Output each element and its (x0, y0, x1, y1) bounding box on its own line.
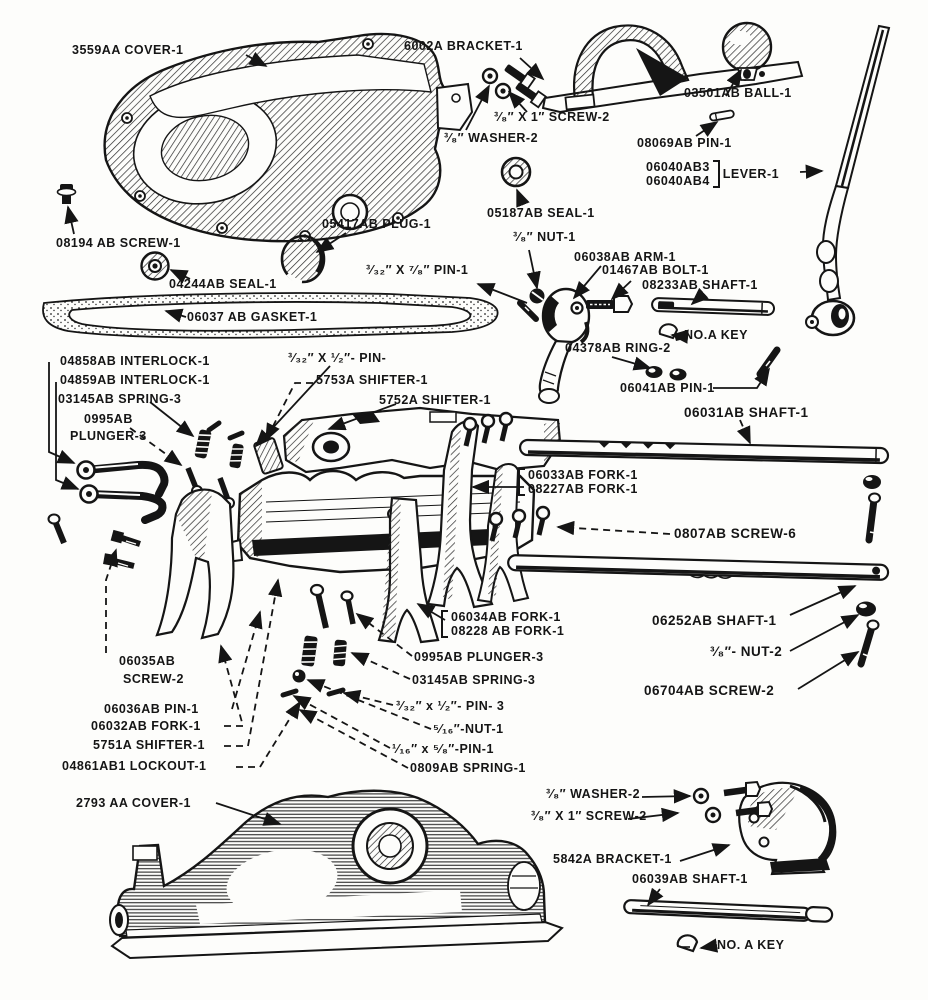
label-fork-06034: 06034AB FORK-1 (451, 610, 561, 624)
shaft-06039-drawing (624, 899, 832, 922)
label-nut-38-2: ³⁄₈″- NUT-2 (710, 644, 783, 659)
top-screws-and-washers-drawing (483, 61, 546, 107)
seal-04244-drawing (142, 253, 169, 280)
fork-left-drawing (157, 490, 233, 638)
lever-part-number-b: 06040AB4 (646, 174, 710, 188)
key-noa-top-drawing (660, 324, 684, 341)
label-spring-0809: 0809AB SPRING-1 (410, 761, 526, 775)
shifter-5752-drawing (284, 408, 560, 472)
left-bottom-screws-drawing (49, 515, 141, 567)
fork-upper-label-group (518, 468, 638, 496)
label-plunger-0995-left-a: 0995AB (84, 412, 133, 426)
grouping-bracket (713, 160, 720, 188)
label-pin-06041: 06041AB PIN-1 (620, 381, 715, 395)
label-plunger-0995-left-b: PLUNGER-3 (70, 429, 147, 443)
label-fork-06033: 06033AB FORK-1 (528, 468, 638, 482)
screw-08194-drawing (58, 184, 76, 204)
lever-part-number-a: 06040AB3 (646, 160, 710, 174)
shaft-06252-drawing (508, 555, 888, 582)
pin-332x78-drawing (520, 303, 536, 319)
fork-lower-label-group (441, 610, 564, 638)
seal-05187-drawing (502, 158, 530, 186)
label-fork-08227: 08227AB FORK-1 (528, 482, 638, 496)
label-shifter-5753: 5753A SHIFTER-1 (316, 373, 428, 387)
shaft-08233-drawing (652, 298, 774, 315)
label-plunger-0995-mid: 0995AB PLUNGER-3 (414, 650, 544, 664)
label-screw-06704: 06704AB SCREW-2 (644, 683, 775, 698)
interlocks-drawing (78, 462, 165, 521)
nut-38-drawing (530, 289, 545, 304)
label-cover-bottom: 2793 AA COVER-1 (76, 796, 191, 810)
shaft-06031-drawing (520, 440, 888, 463)
bottom-cover-drawing (110, 791, 562, 958)
label-screw-0807: 0807AB SCREW-6 (674, 526, 797, 541)
nut-and-screw-right-upper-drawing (863, 475, 881, 540)
label-pin-332x12-3: ³⁄₃₂″ x ¹⁄₂″- PIN- 3 (396, 699, 505, 713)
label-plug: 05417AB PLUG-1 (322, 217, 432, 231)
bottom-washers-screws-drawing (694, 782, 772, 822)
label-nut-516: ⁵⁄₁₆″-NUT-1 (433, 722, 504, 736)
grouping-bracket (518, 468, 525, 496)
label-lever: LEVER-1 (722, 167, 780, 181)
label-spring-03145-left: 03145AB SPRING-3 (58, 392, 182, 406)
label-pin-332x78: ³⁄₃₂″ X ⁷⁄₈″ PIN-1 (366, 263, 469, 277)
label-ring: 04378AB RING-2 (565, 341, 671, 355)
label-lockout: 04861AB1 LOCKOUT-1 (62, 759, 207, 773)
label-nut-38-1: ³⁄₈″ NUT-1 (513, 230, 576, 244)
nut-and-screw-right-lower-drawing (856, 602, 879, 665)
label-key-noa-top: NO.A KEY (684, 328, 748, 342)
label-shaft-06031: 06031AB SHAFT-1 (684, 405, 809, 420)
label-ball: 03501AB BALL-1 (684, 86, 792, 100)
label-key-noa-bottom: NO. A KEY (717, 938, 785, 952)
label-shaft-06039: 06039AB SHAFT-1 (632, 872, 748, 886)
label-cover-top: 3559AA COVER-1 (72, 43, 184, 57)
label-shaft-08233: 08233AB SHAFT-1 (642, 278, 758, 292)
label-shifter-5751: 5751A SHIFTER-1 (93, 738, 205, 752)
grouping-bracket (441, 610, 448, 638)
label-screw-38x1-top: ³⁄₈″ X 1″ SCREW-2 (494, 110, 610, 124)
label-bolt: 01467AB BOLT-1 (602, 263, 709, 277)
label-bracket-bottom: 5842A BRACKET-1 (553, 852, 672, 866)
label-screw-08194: 08194 AB SCREW-1 (56, 236, 181, 250)
plug-05417-drawing (282, 236, 324, 282)
bolt-01467-drawing (586, 296, 632, 312)
label-fork-08228: 08228 AB FORK-1 (451, 624, 565, 638)
label-pin-06036: 06036AB PIN-1 (104, 702, 199, 716)
label-fork-06032: 06032AB FORK-1 (91, 719, 201, 733)
label-washer-38-bottom: ³⁄₈″ WASHER-2 (546, 787, 641, 801)
label-screw-38x1-bottom: ³⁄₈″ X 1″ SCREW-2 (531, 809, 647, 823)
label-interlock-04858: 04858AB INTERLOCK-1 (60, 354, 210, 368)
label-pin-08069: 08069AB PIN-1 (637, 136, 732, 150)
label-pin-116x58: ¹⁄₁₆″ x ⁵⁄₈″-PIN-1 (392, 742, 494, 756)
label-gasket: 06037 AB GASKET-1 (187, 310, 318, 324)
label-washer-38-top: ³⁄₈″ WASHER-2 (444, 131, 539, 145)
label-bracket-top: 6002A BRACKET-1 (404, 39, 523, 53)
label-shaft-06252: 06252AB SHAFT-1 (652, 613, 777, 628)
key-noa-bottom-drawing (678, 935, 697, 951)
label-shifter-5752: 5752A SHIFTER-1 (379, 393, 491, 407)
label-seal-05187: 05187AB SEAL-1 (487, 206, 595, 220)
top-cover-drawing (105, 34, 472, 241)
label-screw-06035-a: 06035AB (119, 654, 176, 668)
label-arm: 06038AB ARM-1 (574, 250, 676, 264)
label-screw-06035-b: SCREW-2 (123, 672, 184, 686)
lever-drawing (806, 26, 889, 335)
label-pin-332x12-top: ³⁄₃₂″ X ¹⁄₂″- PIN- (288, 351, 387, 365)
center-detent-parts-drawing (283, 585, 353, 695)
rings-04378-drawing (646, 366, 687, 381)
label-seal-04244: 04244AB SEAL-1 (169, 277, 277, 291)
pin-08069-drawing (709, 110, 734, 121)
label-spring-03145-mid: 03145AB SPRING-3 (412, 673, 536, 687)
label-interlock-04859: 04859AB INTERLOCK-1 (60, 373, 210, 387)
lever-label-group (646, 160, 779, 188)
